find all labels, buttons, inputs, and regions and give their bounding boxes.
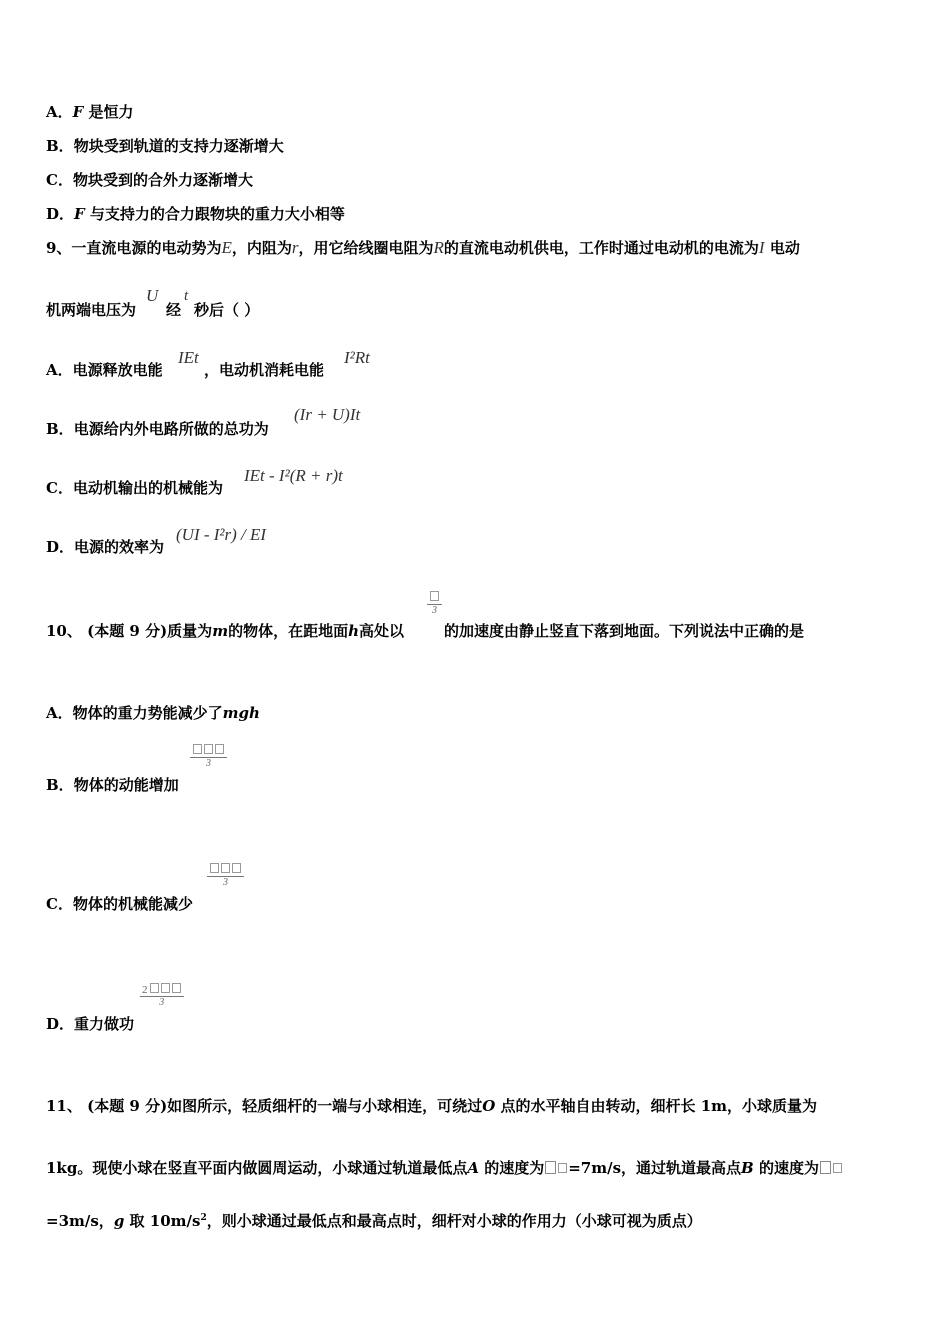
q9-option-b: B．电源给内外电路所做的总功为 xyxy=(46,420,269,438)
q10-option-a: A．物体的重力势能减少了mgh xyxy=(46,704,260,722)
vB-symbol xyxy=(820,1161,831,1174)
q9-stem-line-2: 机两端电压为 xyxy=(46,301,137,319)
q9-stem-line-1: 9、一直流电源的电动势为E，内阻为r，用它给线圈电阻为R的直流电动机供电，工作时通过电动机的电流为I 电动 xyxy=(46,238,800,257)
q9-option-b-expr: (Ir + U)It xyxy=(294,405,361,424)
q9-option-a-expr-2: I²Rt xyxy=(344,348,370,367)
q10-option-b: B．物体的动能增加 xyxy=(46,776,179,794)
q9-option-d-expr: (UI - I²r) / EI xyxy=(176,525,267,544)
q9-option-c: C．电动机输出的机械能为 xyxy=(46,479,223,497)
q11-line-3: =3m/s，g 取 $10m/s^2$，则小球通过最低点和最高点时，细杆对小球的作用力（小球可视为质点） xyxy=(46,1212,702,1230)
q9-option-a-text-2: ，电动机消耗电能 xyxy=(204,361,325,379)
q9-t: t xyxy=(184,288,189,304)
q8-option-a: A．F 是恒力 xyxy=(46,103,134,121)
q8-option-b: B．物块受到轨道的支持力逐渐增大 xyxy=(46,137,284,155)
q9-stem-jing: 经 xyxy=(166,301,182,319)
q9-option-c-expr: IEt - I²(R + r)t xyxy=(244,466,343,485)
q10-option-c-fraction: 3 xyxy=(207,863,244,888)
q9-option-a: A．电源释放电能 xyxy=(46,361,163,379)
q10-option-c: C．物体的机械能减少 xyxy=(46,895,193,913)
q9-stem-end: 秒后（ ） xyxy=(194,301,260,319)
q11-line-1: 11、 (本题 9 分)如图所示，轻质细杆的一端与小球相连，可绕过O 点的水平轴自由转动，细杆长 1m，小球质量为 xyxy=(46,1097,818,1115)
vA-symbol xyxy=(545,1161,556,1174)
q10-stem-end: 的加速度由静止竖直下落到地面。下列说法中正确的是 xyxy=(444,622,805,640)
q9-option-d: D．电源的效率为 xyxy=(46,538,165,556)
q10-option-b-fraction: 3 xyxy=(190,744,227,769)
q9-option-a-expr-1: IEt xyxy=(178,348,199,367)
q10-stem: 10、 (本题 9 分)质量为m的物体，在距地面h高处以 xyxy=(46,622,404,640)
q11-line-2: 1kg。现使小球在竖直平面内做圆周运动，小球通过轨道最低点A 的速度为 =7m/s，通过轨道最高点B 的速度为 xyxy=(46,1158,843,1178)
q10-option-d: D．重力做功 xyxy=(46,1015,135,1033)
q8-option-d: D．F 与支持力的合力跟物块的重力大小相等 xyxy=(46,205,345,223)
q10-option-d-fraction: $\frac{2}{3}$ xyxy=(140,983,184,1008)
q8-option-c: C．物块受到的合外力逐渐增大 xyxy=(46,171,253,189)
q9-U: U xyxy=(146,286,159,305)
q10-acceleration-fraction: 3 xyxy=(427,591,442,616)
